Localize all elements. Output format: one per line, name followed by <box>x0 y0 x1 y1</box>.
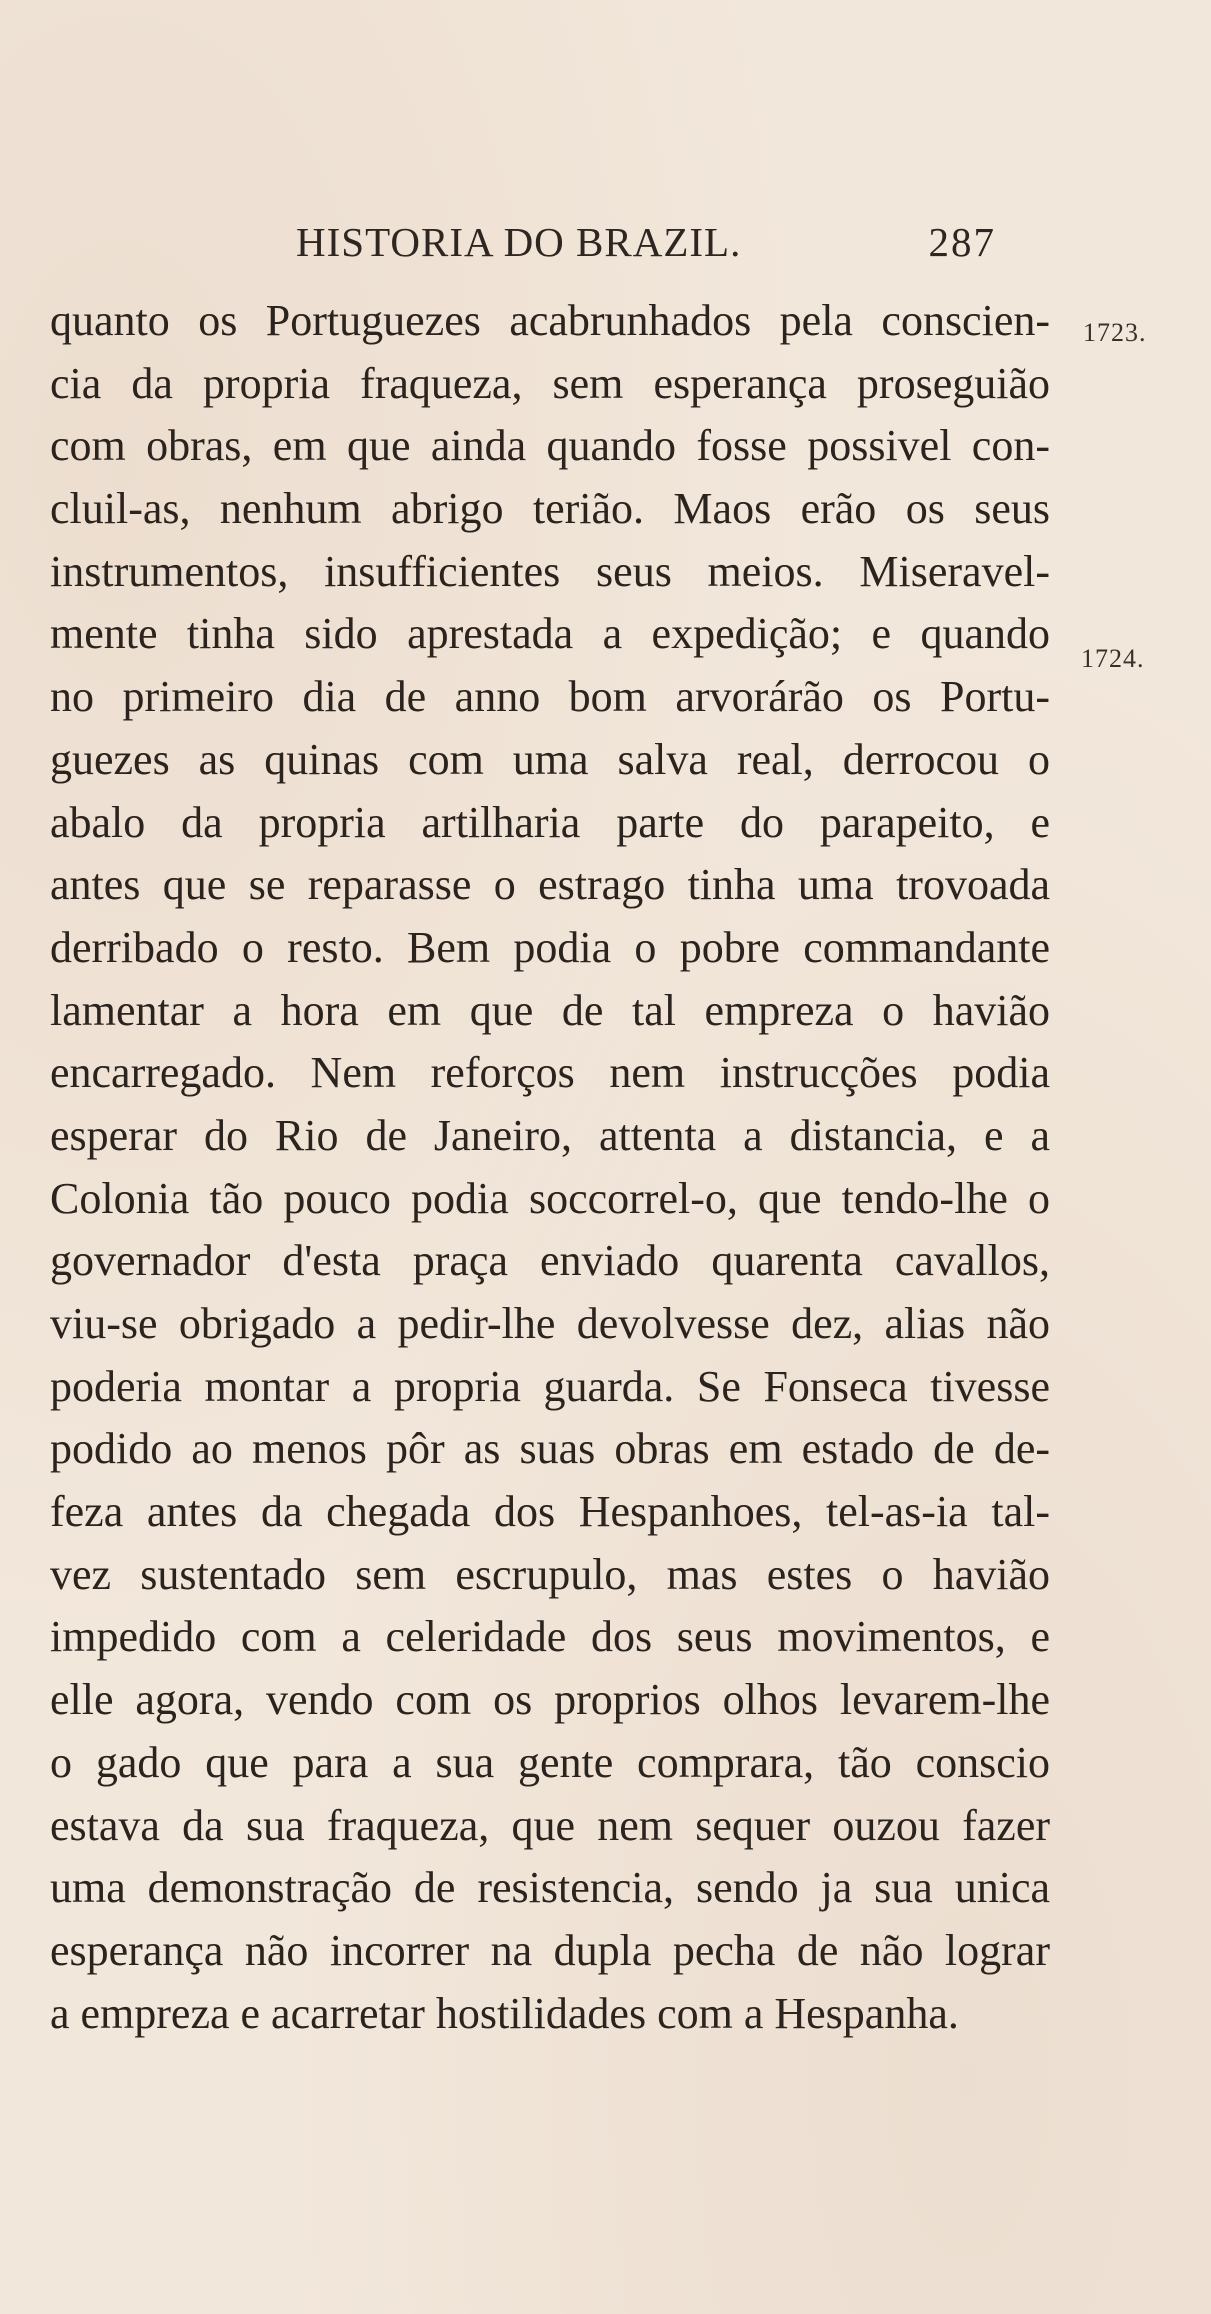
text-line: lamentar a hora em que de tal empreza o havião <box>50 985 1050 1035</box>
body-text <box>50 290 1050 2045</box>
margin-year-1723: 1723. <box>1083 318 1147 347</box>
text-line: antes que se reparasse o estrago tinha uma trovoada <box>50 860 1050 910</box>
running-title: HISTORIA DO BRAZIL. <box>296 219 742 265</box>
text-line: feza antes da chegada dos Hespanhoes, tel-as-ia tal- <box>50 1487 1050 1537</box>
text-line: podido ao menos pôr as suas obras em estado de de- <box>50 1424 1050 1474</box>
text-line: o gado que para a sua gente comprara, tão conscio <box>50 1737 1050 1787</box>
text-line: mente tinha sido aprestada a expedição; e quando <box>50 609 1050 659</box>
text-line: cluil-as, nenhum abrigo terião. Maos erão os seus <box>50 484 1050 534</box>
text-line: elle agora, vendo com os proprios olhos levarem-lhe <box>50 1675 1050 1725</box>
text-line: no primeiro dia de anno bom arvorárão os Portu- <box>50 672 1050 722</box>
text-line: vez sustentado sem escrupulo, mas estes o havião <box>50 1549 1050 1599</box>
text-line: poderia montar a propria guarda. Se Fonseca tivesse <box>50 1361 1050 1411</box>
text-line: quanto os Portuguezes acabrunhados pela conscien- <box>50 296 1050 345</box>
text-line: esperar do Rio de Janeiro, attenta a distancia, e a <box>50 1110 1050 1160</box>
text-line: governador d'esta praça enviado quarenta cavallos, <box>50 1236 1050 1286</box>
text-line: derribado o resto. Bem podia o pobre commandante <box>50 922 1050 972</box>
text-line: impedido com a celeridade dos seus movimentos, e <box>50 1612 1050 1662</box>
text-line: uma demonstração de resistencia, sendo ja sua unica <box>50 1863 1050 1913</box>
text-line: abalo da propria artilharia parte do parapeito, e <box>50 797 1050 847</box>
text-line: Colonia tão pouco podia soccorrel-o, que tendo-lhe o <box>50 1173 1050 1223</box>
text-line: viu-se obrigado a pedir-lhe devolvesse dez, alias não <box>50 1299 1050 1348</box>
text-line: estava da sua fraqueza, que nem sequer ouzou fazer <box>50 1800 1050 1850</box>
text-line: cia da propria fraqueza, sem esperança proseguião <box>50 358 1050 408</box>
margin-year-1724: 1724. <box>1081 644 1145 673</box>
text-line: esperança não incorrer na dupla pecha de não lograr <box>50 1925 1050 1975</box>
text-line: guezes as quinas com uma salva real, derrocou o <box>50 734 1050 784</box>
text-line: a empreza e acarretar hostilidades com a Hespanha. <box>50 1988 959 2038</box>
text-line: instrumentos, insufficientes seus meios. Miseravel- <box>50 546 1050 596</box>
running-header <box>296 218 996 278</box>
text-line: com obras, em que ainda quando fosse possivel con- <box>50 421 1050 471</box>
text-line: encarregado. Nem reforços nem instrucções podia <box>50 1048 1050 1098</box>
page-number: 287 <box>928 219 996 265</box>
